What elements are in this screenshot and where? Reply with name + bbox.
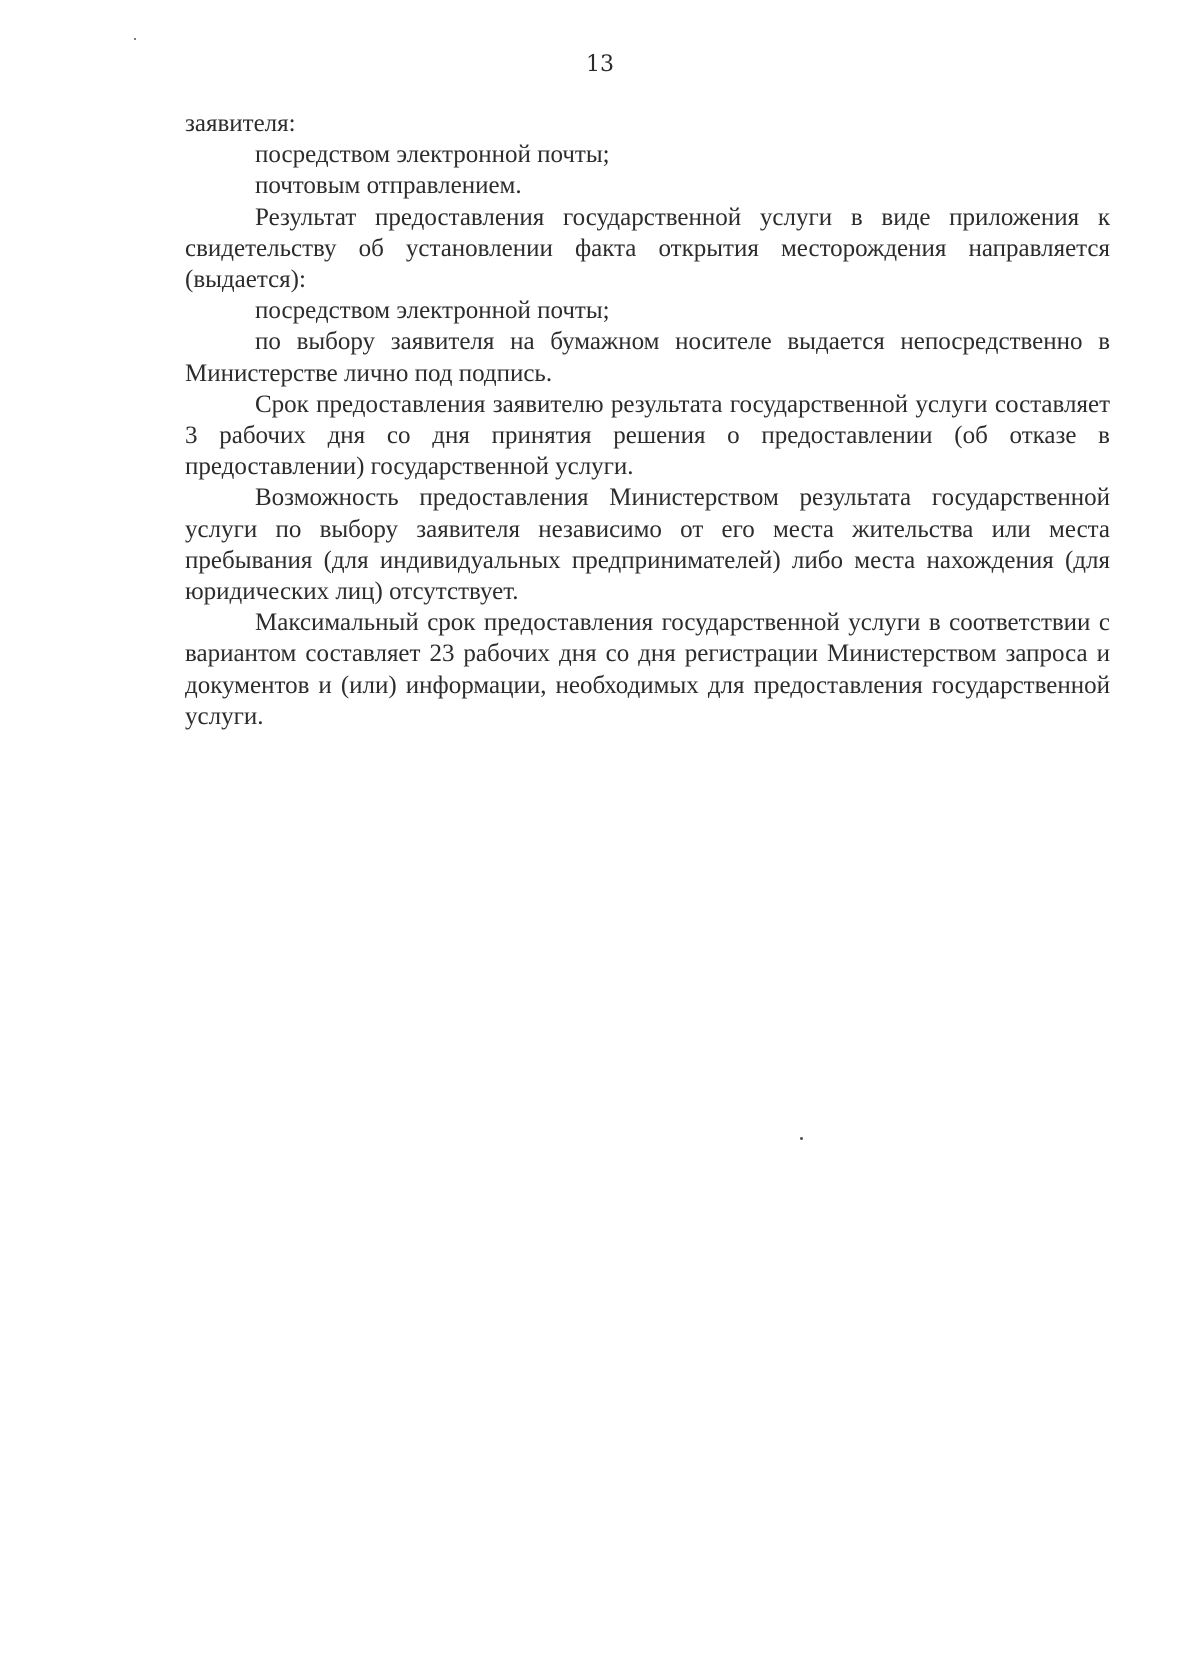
paragraph-result-delivery: Результат предоставления государственной услуги в виде приложения к свидетельству об установлении факта открытия месторождения направляется (выдается): (185, 203, 1110, 294)
page-number: 13 (586, 52, 614, 77)
scan-speck (134, 38, 136, 40)
list-item-email-2: посредством электронной почты; (255, 297, 610, 325)
list-item-post: почтовым отправлением. (255, 172, 522, 200)
list-item-email: посредством электронной почты; (255, 141, 610, 169)
paragraph-extraterritorial: Возможность предоставления Министерством результата государственной услуги по выбору заявителя независимо от его места жительства или места пребывания (для индивидуальных предпринимателей) либо места нахождения (для юридических лиц) отсутствует. (185, 484, 1110, 606)
list-item-paper: по выбору заявителя на бумажном носителе выдается непосредственно в Министерстве лично под подпись. (185, 328, 1110, 387)
scan-speck (800, 1137, 803, 1140)
paragraph-delivery-term: Срок предоставления заявителю результата государственной услуги составляет 3 рабочих дня со дня принятия решения о предоставлении (об отказе в предоставлении) государственной услуги. (185, 390, 1110, 481)
paragraph-max-term: Максимальный срок предоставления государственной услуги в соответствии с вариантом составляет 23 рабочих дня со дня регистрации Министерством запроса и документов и (или) информации, необходимых для предоставления государственной услуги. (185, 609, 1110, 730)
paragraph-continuation: заявителя: (185, 110, 296, 137)
document-body (185, 108, 1110, 732)
